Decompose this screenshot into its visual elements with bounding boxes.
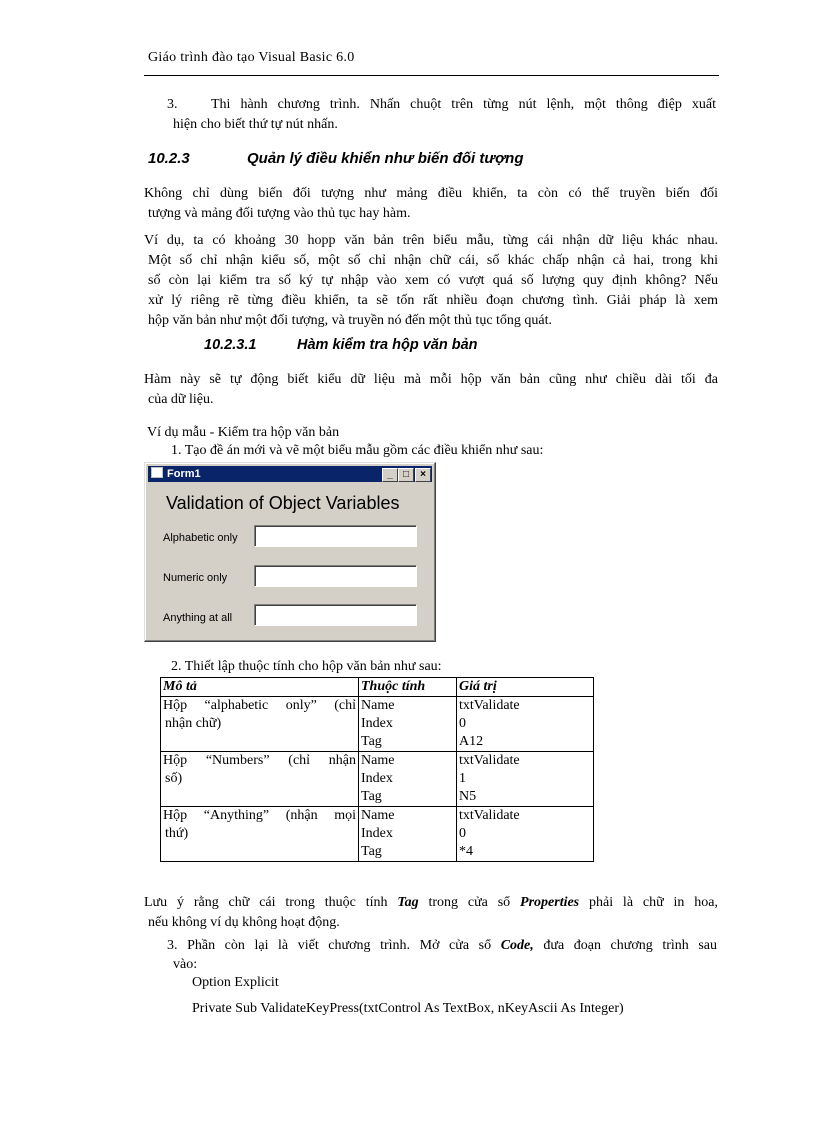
step3-line2: hiện cho biết thứ tự nút nhấn. (173, 117, 338, 132)
para1-line1: Không chỉ dùng biến đối tượng như mảng điều khiển, ta còn có thể truyền biến đối (144, 186, 718, 201)
para2-line5: hộp văn bản như một đối tượng, và truyền nó đến một thủ tục tổng quát. (148, 313, 553, 328)
para2-line4: xử lý riêng rẽ từng điều khiển, ta sẽ tốn rất nhiều đoạn chương tình. Giải pháp là xem (148, 293, 718, 308)
row-values (457, 807, 594, 862)
properties-table (160, 677, 594, 862)
row-desc (161, 807, 359, 862)
anything-input[interactable] (254, 604, 417, 626)
prop-name: Name (361, 753, 395, 768)
row-desc-line2: nhận chữ) (165, 716, 222, 731)
row-desc (161, 697, 359, 752)
table-header-row (161, 678, 594, 697)
page-header: Giáo trình đào tạo Visual Basic 6.0 (148, 50, 355, 65)
prop-tag: Tag (361, 789, 382, 804)
row-props (359, 697, 457, 752)
note-text-c: phải là chữ in hoa, (579, 895, 718, 910)
vb-form-titlebar[interactable] (148, 466, 432, 482)
row-values (457, 697, 594, 752)
step3code-code: Code, (500, 938, 534, 953)
step3code-line2: vào: (173, 957, 198, 972)
para3-line1: Hàm này sẽ tự động biết kiểu dữ liệu mà mỗi hộp văn bản cũng như chiều dài tối đa (144, 372, 718, 387)
code-line-2: Private Sub ValidateKeyPress(txtControl As TextBox, nKeyAscii As Integer) (192, 1001, 624, 1016)
form-icon (151, 467, 163, 478)
subsection-title: Hàm kiểm tra hộp văn bản (297, 337, 478, 353)
para2-line1: Ví dụ, ta có khoảng 30 hopp văn bản trên biểu mẫu, từng cái nhận dữ liệu khác nhau. (144, 233, 718, 248)
row-desc (161, 752, 359, 807)
header-value: Giá trị (457, 678, 594, 697)
step3code-text-b: đưa đoạn chương trình sau (533, 938, 718, 953)
row-props (359, 807, 457, 862)
vb-form-heading: Validation of Object Variables (166, 493, 400, 513)
prop-tag: Tag (361, 734, 382, 749)
header-property: Thuộc tính (359, 678, 457, 697)
vb-form-window (144, 462, 436, 642)
label-alphabetic: Alphabetic only (163, 532, 238, 544)
note-properties: Properties (520, 895, 580, 910)
value-index: 1 (459, 771, 466, 786)
alphabetic-input[interactable] (254, 525, 417, 547)
row-props (359, 752, 457, 807)
value-index: 0 (459, 826, 466, 841)
close-button[interactable]: × (415, 468, 431, 482)
value-tag: N5 (459, 789, 477, 804)
step3code-line1 (167, 938, 717, 954)
prop-index: Index (361, 716, 393, 731)
label-numeric: Numeric only (163, 572, 228, 584)
prop-name: Name (361, 808, 395, 823)
note-tag: Tag (397, 895, 419, 910)
row-desc-line2: số) (165, 771, 183, 786)
row-values (457, 752, 594, 807)
value-name: txtValidate (459, 808, 520, 823)
step3-line1: Thi hành chương trình. Nhấn chuột trên từng nút lệnh, một thông điệp xuất (211, 97, 716, 112)
prop-index: Index (361, 826, 393, 841)
code-line-1: Option Explicit (192, 975, 279, 990)
label-anything: Anything at all (163, 612, 233, 624)
vb-form-title: Form1 (167, 468, 201, 480)
prop-tag: Tag (361, 844, 382, 859)
row-desc-line1: Hộp “Numbers” (chỉ nhận (163, 753, 356, 768)
value-tag: A12 (459, 734, 484, 749)
note-line2: nếu không ví dụ không hoạt động. (148, 915, 340, 930)
section-number: 10.2.3 (148, 150, 190, 167)
subsection-number: 10.2.3.1 (204, 337, 257, 353)
section-title: Quản lý điều khiển như biến đối tượng (247, 150, 524, 167)
example-title: Ví dụ mẫu - Kiểm tra hộp văn bản (147, 425, 340, 440)
note-text-b: trong cửa sổ (418, 895, 521, 910)
row-desc-line2: thứ) (165, 826, 189, 841)
example-step1: 1. Tạo đề án mới và vẽ một biểu mẫu gồm các điều khiển như sau: (171, 443, 544, 458)
value-tag: *4 (459, 844, 473, 859)
para1-line2: tượng và mảng đối tượng vào thủ tục hay hàm. (148, 206, 411, 221)
value-name: txtValidate (459, 753, 520, 768)
numeric-input[interactable] (254, 565, 417, 587)
header-desc: Mô tả (161, 678, 359, 697)
note-text-a: Lưu ý rằng chữ cái trong thuộc tính (144, 895, 398, 910)
prop-index: Index (361, 771, 393, 786)
minimize-button[interactable]: _ (382, 468, 398, 482)
table-row (161, 807, 594, 862)
prop-name: Name (361, 698, 395, 713)
table-row (161, 697, 594, 752)
table-row (161, 752, 594, 807)
note-line1 (144, 893, 718, 913)
value-index: 0 (459, 716, 466, 731)
value-name: txtValidate (459, 698, 520, 713)
para2-line3: số còn lại kiểm tra số ký tự nhập vào xem có vượt quá số lượng quy định không? Nếu (148, 273, 718, 288)
step2-text: 2. Thiết lập thuộc tính cho hộp văn bản như sau: (171, 659, 442, 674)
row-desc-line1: Hộp “Anything” (nhận mọi (163, 808, 356, 823)
step3code-text-a: 3. Phần còn lại là viết chương trình. Mở cửa sổ (167, 938, 501, 953)
header-divider (144, 75, 719, 76)
maximize-button[interactable]: □ (398, 468, 414, 482)
row-desc-line1: Hộp “alphabetic only” (chỉ (163, 698, 356, 713)
step3-number: 3. (167, 97, 178, 112)
para2-line2: Một số chỉ nhận kiểu số, một số chỉ nhận chữ cái, số khác chấp nhận cả hai, trong khi (148, 253, 718, 268)
para3-line2: của dữ liệu. (148, 392, 214, 407)
